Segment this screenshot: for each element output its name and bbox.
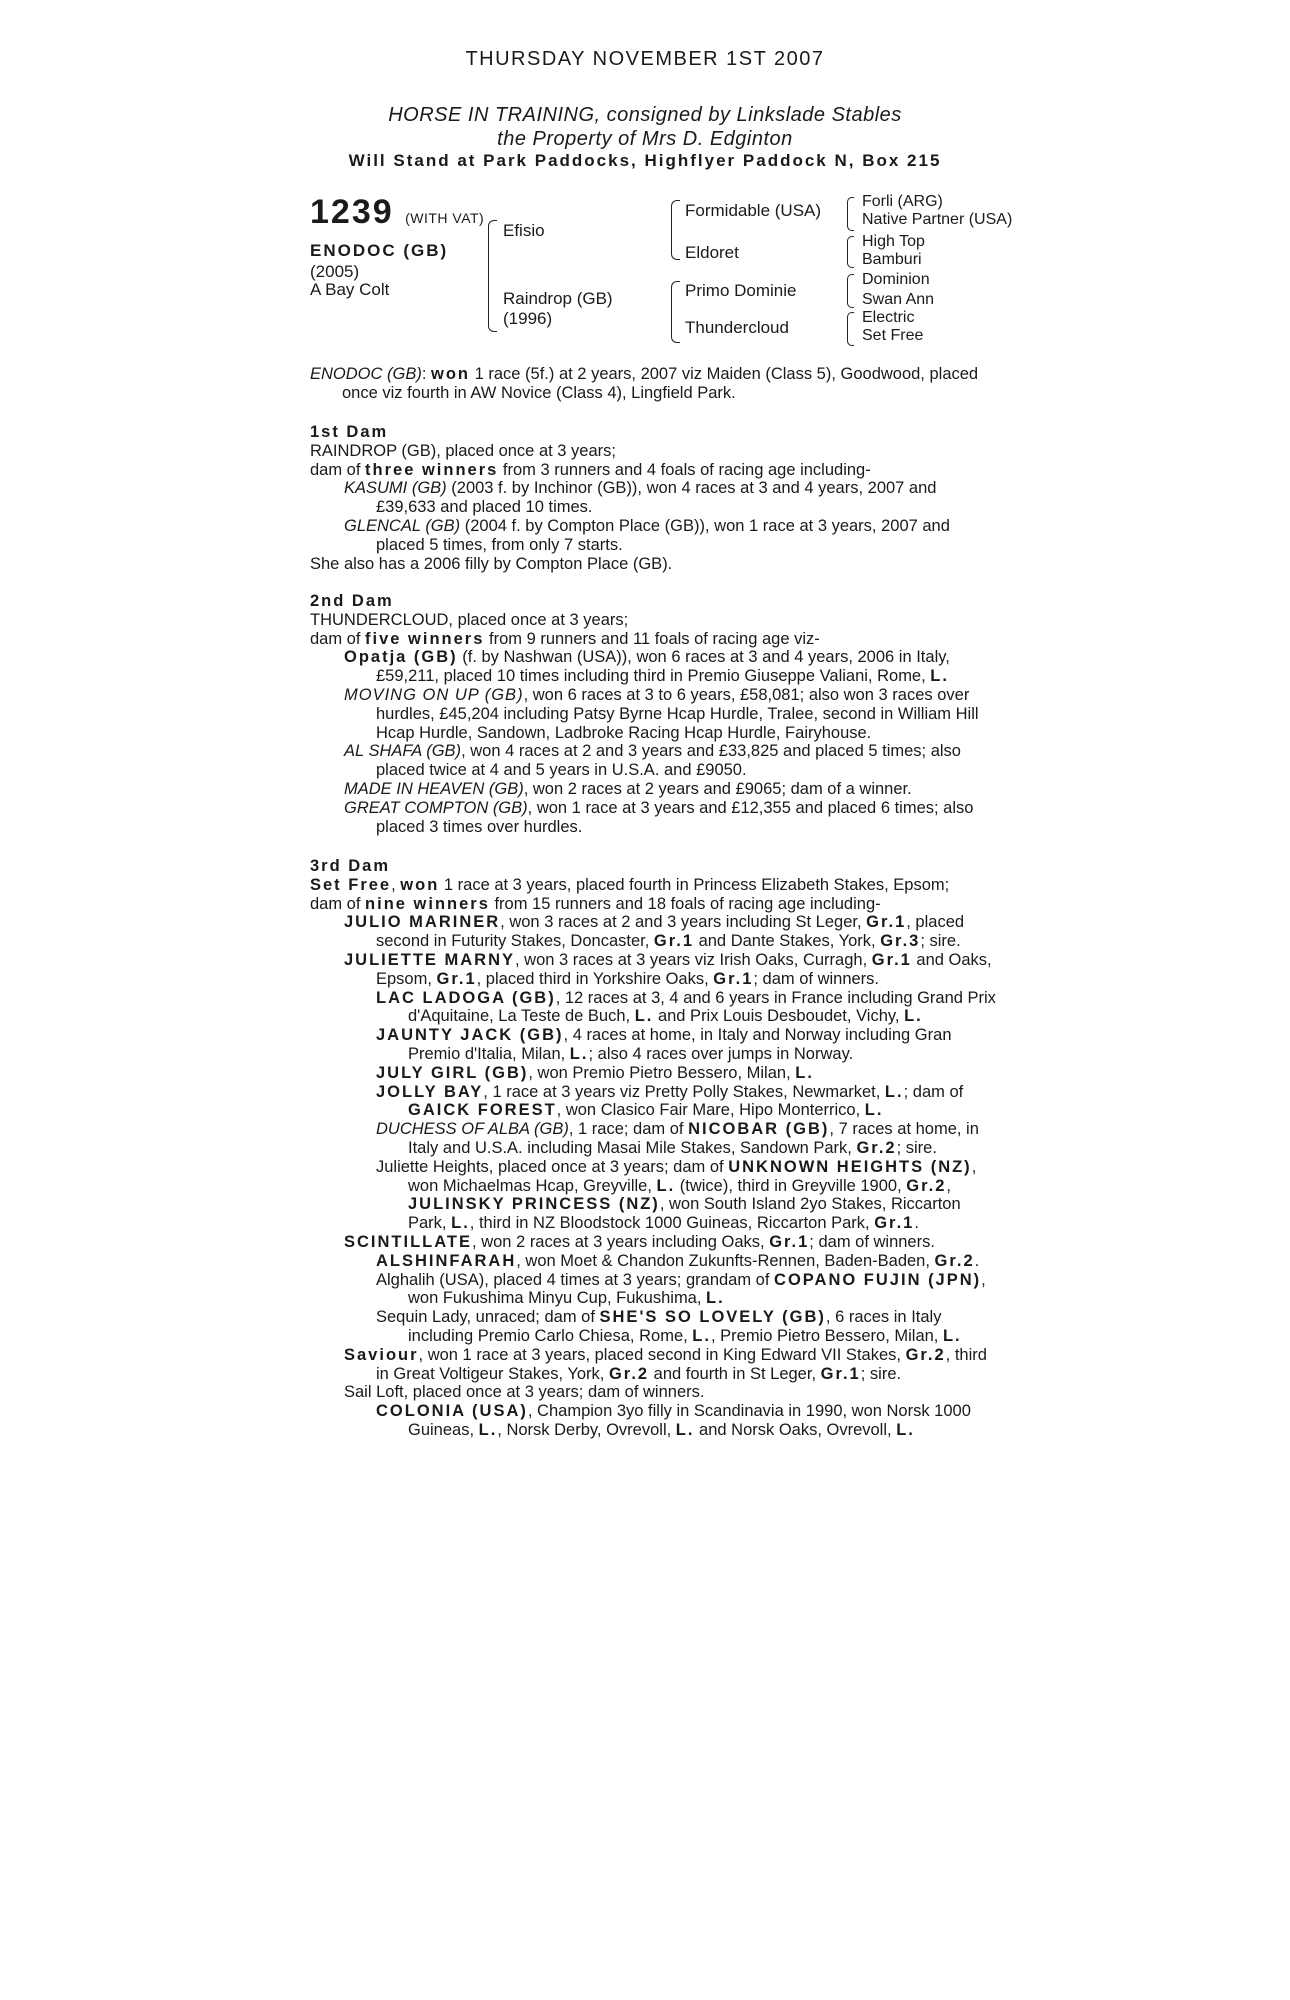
- race-sep: :: [421, 365, 432, 383]
- pedigree-ggs-7: Electric: [862, 309, 915, 326]
- t: from 15 runners and 18 foals of racing age including-: [489, 894, 881, 913]
- first-dam-entry-2: [310, 517, 1000, 555]
- t: Gr.1: [713, 969, 754, 988]
- t: , won Michaelmas Hcap, Greyville,: [408, 1157, 977, 1195]
- t: , Norsk Derby, Ovrevoll,: [497, 1420, 676, 1439]
- race-record: [310, 365, 1000, 403]
- t: Gr.2: [906, 1176, 947, 1195]
- entry-duchess-of-alba: [310, 1120, 1000, 1158]
- brace-g2: [847, 236, 854, 268]
- pedigree-ggs-8: Set Free: [862, 327, 924, 344]
- t: , won Clasico Fair Mare, Hipo Monterrico,: [556, 1101, 865, 1120]
- t: ; dam of winners.: [753, 969, 880, 988]
- t: , Champion 3yo filly in Scandinavia in 1990, won Norsk 1000 Guineas,: [408, 1402, 971, 1439]
- brace-g1: [847, 197, 854, 231]
- entry-jolly-bay: [310, 1083, 1000, 1121]
- t: ; dam of winners.: [809, 1232, 935, 1251]
- second-dam-entry-5: [310, 799, 1000, 837]
- t: Gr.1: [436, 969, 477, 988]
- pedigree-sire-sire: Formidable (USA): [685, 201, 822, 220]
- t: LAC LADOGA (GB): [376, 988, 556, 1007]
- second-dam-produce: [310, 630, 1000, 649]
- stand-location: Will Stand at Park Paddocks, Highflyer Paddock N, Box 215: [348, 151, 942, 170]
- entry-sequin-lady: [310, 1308, 1000, 1346]
- pedigree-ggs-1: Forli (ARG): [862, 193, 943, 210]
- t: nine winners: [365, 894, 490, 913]
- t: and Oaks, Epsom,: [376, 950, 992, 988]
- t: , 4 races at home, in Italy and Norway including Gran Premio d'Italia, Milan,: [408, 1026, 952, 1063]
- pedigree-sire: Efisio: [503, 221, 545, 240]
- property-line: the Property of Mrs D. Edginton: [497, 128, 793, 150]
- entry-july-girl: [310, 1064, 1000, 1083]
- t: JAUNTY JACK (GB): [376, 1026, 564, 1045]
- pedigree-dam-sire: Primo Dominie: [685, 281, 797, 300]
- t: L.: [942, 1326, 962, 1345]
- pedigree-dam-dam: Thundercloud: [685, 318, 789, 337]
- t: , 1 race at 3 years viz Pretty Polly Stakes, Newmarket,: [483, 1082, 885, 1101]
- t: ,: [946, 1176, 951, 1195]
- third-dam-entry-sail-loft: Sail Loft, placed once at 3 years; dam of winners.: [344, 1383, 705, 1402]
- t: , Premio Pietro Bessero, Milan,: [710, 1326, 943, 1345]
- pedigree-dam: Raindrop (GB): [503, 289, 613, 308]
- t: Gr.2: [934, 1251, 975, 1270]
- t: COPANO FUJIN (JPN): [774, 1270, 982, 1289]
- brace-sire-dam: [488, 220, 497, 332]
- t: Gr.2: [905, 1345, 946, 1364]
- t: ; sire.: [920, 932, 961, 951]
- pedigree-ggs-3: High Top: [862, 233, 925, 250]
- third-dam-produce: [310, 895, 1000, 914]
- race-detail: 1 race (5f.) at 2 years, 2007 viz Maiden (Class 5), Goodwood, placed once viz fourth in AW Novice (Class 4), Lingfield Park.: [342, 365, 979, 402]
- t: L.: [795, 1063, 814, 1082]
- t: DUCHESS OF ALBA (GB): [376, 1120, 569, 1139]
- t: Gr.3: [880, 932, 921, 951]
- t: .: [914, 1214, 919, 1233]
- t: , third in NZ Bloodstock 1000 Guineas, Riccarton Park,: [469, 1214, 875, 1233]
- t: , won 2 races at 2 years and £9065; dam of a winner.: [523, 779, 912, 798]
- t: Set Free: [310, 875, 392, 894]
- t: L.: [675, 1420, 695, 1439]
- t: GREAT COMPTON (GB): [344, 798, 528, 817]
- third-dam-entry-juliette: [310, 951, 1000, 989]
- t: Gr.1: [769, 1232, 810, 1251]
- t: and Prix Louis Desboudet, Vichy,: [653, 1007, 905, 1026]
- t: Gr.1: [874, 1214, 915, 1233]
- t: COLONIA (USA): [376, 1402, 528, 1421]
- t: JULIO MARINER: [344, 913, 501, 932]
- t: L.: [864, 1101, 884, 1120]
- horse-name: ENODOC (GB): [310, 241, 449, 260]
- t: Gr.2: [608, 1364, 650, 1383]
- t: .: [974, 1251, 980, 1270]
- t: Juliette Heights, placed once at 3 years; dam of: [376, 1157, 729, 1176]
- t: SCINTILLATE: [344, 1232, 473, 1251]
- second-dam-heading: 2nd Dam: [310, 592, 394, 610]
- t: ,: [391, 875, 401, 894]
- second-dam-section: [310, 592, 1000, 836]
- t: , won Premio Pietro Bessero, Milan,: [528, 1063, 796, 1082]
- brace-g4: [847, 312, 854, 346]
- t: , won 4 races at 2 and 3 years and £33,825 and placed 5 times; also placed twice at 4 and 5 years in U.S.A. and £9050.: [376, 742, 961, 780]
- t: SHE'S SO LOVELY (GB): [599, 1308, 826, 1327]
- second-dam-entry-2: [310, 686, 1000, 742]
- t: L.: [569, 1044, 589, 1063]
- t: , won 2 races at 3 years including Oaks,: [472, 1232, 770, 1251]
- t: JULY GIRL (GB): [376, 1063, 529, 1082]
- t: JULINSKY PRINCESS (NZ): [408, 1195, 660, 1214]
- pedigree-dam-year: (1996): [503, 309, 553, 328]
- t: , won 3 races at 2 and 3 years including St Leger,: [500, 913, 867, 932]
- t: Alghalih (USA), placed 4 times at 3 years; grandam of: [376, 1270, 775, 1289]
- t: NICOBAR (GB): [688, 1120, 830, 1139]
- t: , won 6 races at 3 to 6 years, £58,081; also won 3 races over hurdles, £45,204 including Patsy Byrne Hcap Hurdle, Tralee, second in William Hill Hcap Hurdle, Sandown, Ladbroke Racing Hcap Hurdle, Fairyhouse.: [376, 685, 979, 742]
- entry-colonia: [310, 1402, 1000, 1440]
- t: (2003 f. by Inchinor (GB)), won 4 races at 3 and 4 years, 2007 and £39,633 and placed 10 times.: [376, 479, 937, 517]
- brace-dam-parents: [671, 281, 680, 343]
- t: Gr.1: [820, 1364, 861, 1383]
- t: (2004 f. by Compton Place (GB)), won 1 race at 3 years, 2007 and placed 5 times, from only 7 starts.: [376, 516, 950, 554]
- first-dam-section: [310, 423, 1000, 573]
- t: (twice), third in Greyville 1900,: [675, 1176, 907, 1195]
- t: L.: [634, 1007, 654, 1026]
- third-dam-entry-scintillate: [310, 1233, 1000, 1252]
- first-dam-produce: [310, 461, 1000, 480]
- t: (f. by Nashwan (USA)), won 6 races at 3 and 4 years, 2006 in Italy, £59,211, placed 10 times including third in Premio Giuseppe Valiani, Rome,: [376, 648, 950, 686]
- t: and Norsk Oaks, Ovrevoll,: [694, 1420, 897, 1439]
- t: , 12 races at 3, 4 and 6 years in France including Grand Prix d'Aquitaine, La Teste de Buch,: [408, 988, 996, 1026]
- t: MADE IN HEAVEN (GB): [344, 779, 524, 798]
- t: , won 3 races at 3 years viz Irish Oaks, Curragh,: [515, 950, 872, 969]
- t: 1 race at 3 years, placed fourth in Princess Elizabeth Stakes, Epsom;: [439, 875, 950, 894]
- entry-jaunty-jack: [310, 1026, 1000, 1064]
- third-dam-entry-saviour: [310, 1346, 1000, 1384]
- t: L.: [656, 1176, 676, 1195]
- t: Opatja (GB): [344, 648, 458, 667]
- t: L.: [896, 1420, 915, 1439]
- t: , placed third in Yorkshire Oaks,: [476, 969, 714, 988]
- first-dam-summary: RAINDROP (GB), placed once at 3 years;: [310, 441, 616, 460]
- t: from 3 runners and 4 foals of racing age including-: [498, 460, 871, 479]
- t: and fourth in St Leger,: [649, 1364, 821, 1383]
- t: ; dam of: [903, 1082, 964, 1101]
- t: KASUMI (GB): [344, 479, 447, 498]
- t: ; also 4 races over jumps in Norway.: [588, 1044, 854, 1063]
- vat-label: (WITH VAT): [405, 210, 485, 226]
- t: GLENCAL (GB): [344, 516, 461, 535]
- t: AL SHAFA (GB): [344, 742, 462, 761]
- t: , 7 races at home, in Italy and U.S.A. including Masai Mile Stakes, Sandown Park,: [408, 1120, 979, 1157]
- third-dam-entry-julio: [310, 913, 1000, 951]
- first-dam-closing: She also has a 2006 filly by Compton Place (GB).: [310, 554, 673, 573]
- t: L.: [692, 1326, 711, 1345]
- t: JULIETTE MARNY: [344, 950, 516, 969]
- horse-description: A Bay Colt: [310, 280, 390, 299]
- pedigree-ggs-6: Swan Ann: [862, 291, 935, 308]
- first-dam-heading: 1st Dam: [310, 423, 389, 441]
- t: , won South Island 2yo Stakes, Riccarton Park,: [408, 1195, 961, 1233]
- second-dam-entry-1: [310, 648, 1000, 686]
- t: L.: [904, 1007, 923, 1026]
- lot-number: [310, 193, 484, 232]
- third-dam-heading: 3rd Dam: [310, 857, 391, 875]
- t: dam of: [310, 894, 366, 913]
- pedigree-ggs-4: Bamburi: [862, 251, 922, 268]
- t: Gr.1: [866, 913, 907, 932]
- horse-year: (2005): [310, 262, 360, 281]
- pedigree-sire-dam: Eldoret: [685, 243, 739, 262]
- brace-sire-parents: [671, 200, 680, 260]
- pedigree-ggs-5: Dominion: [862, 271, 930, 288]
- t: , won Fukushima Minyu Cup, Fukushima,: [408, 1270, 986, 1308]
- t: three winners: [365, 460, 499, 479]
- t: dam of: [310, 629, 366, 648]
- entry-alghalih: [310, 1271, 1000, 1309]
- entry-juliette-heights: [310, 1158, 1000, 1233]
- t: Saviour: [344, 1345, 419, 1364]
- t: MOVING ON UP (GB): [344, 685, 524, 704]
- t: won: [400, 875, 440, 894]
- entry-alshinfarah: [310, 1252, 1000, 1271]
- second-dam-entry-4: [310, 780, 1000, 799]
- second-dam-summary: THUNDERCLOUD, placed once at 3 years;: [310, 610, 629, 629]
- t: , won Moet & Chandon Zukunfts-Rennen, Baden-Baden,: [516, 1251, 935, 1270]
- first-dam-entry-1: [310, 479, 1000, 517]
- t: , 6 races in Italy including Premio Carlo Chiesa, Rome,: [408, 1308, 942, 1345]
- consignment-line: HORSE IN TRAINING, consigned by Linkslade Stables: [388, 104, 902, 126]
- t: , won 1 race at 3 years and £12,355 and placed 6 times; also placed 3 times over hurdles.: [376, 798, 974, 836]
- t: five winners: [365, 629, 485, 648]
- pedigree-ggs-2: Native Partner (USA): [862, 211, 1013, 228]
- t: Sequin Lady, unraced; dam of: [376, 1308, 600, 1327]
- t: L.: [884, 1082, 904, 1101]
- t: , placed second in Futurity Stakes, Doncaster,: [376, 913, 965, 951]
- second-dam-entry-3: [310, 742, 1000, 780]
- t: L.: [478, 1420, 498, 1439]
- t: L.: [706, 1289, 725, 1308]
- t: GAICK FOREST: [408, 1101, 557, 1120]
- t: from 9 runners and 11 foals of racing age viz-: [484, 629, 820, 648]
- t: Gr.1: [871, 950, 912, 969]
- t: ; sire.: [860, 1364, 902, 1383]
- t: , 1 race; dam of: [568, 1120, 689, 1139]
- race-horse-name: ENODOC (GB): [310, 365, 422, 383]
- third-dam-section: [310, 857, 1000, 1440]
- lot-number-value: 1239: [310, 193, 394, 231]
- t: ALSHINFARAH: [376, 1251, 517, 1270]
- t: Gr.1: [653, 932, 694, 951]
- brace-g3: [847, 274, 854, 308]
- t: L.: [930, 667, 949, 686]
- race-won: won: [431, 365, 471, 383]
- t: Gr.2: [856, 1138, 897, 1157]
- t: , third in Great Voltigeur Stakes, York,: [376, 1345, 987, 1383]
- sale-date: THURSDAY NOVEMBER 1ST 2007: [465, 48, 825, 70]
- t: UNKNOWN HEIGHTS (NZ): [728, 1157, 972, 1176]
- t: and Dante Stakes, York,: [694, 932, 881, 951]
- t: L.: [451, 1214, 470, 1233]
- t: dam of: [310, 460, 366, 479]
- t: , won 1 race at 3 years, placed second in King Edward VII Stakes,: [418, 1345, 906, 1364]
- entry-lac-ladoga: [310, 989, 1000, 1027]
- t: JOLLY BAY: [376, 1082, 484, 1101]
- third-dam-summary: [310, 876, 1000, 895]
- race-record-text: [310, 365, 1000, 403]
- t: ; sire.: [896, 1138, 937, 1157]
